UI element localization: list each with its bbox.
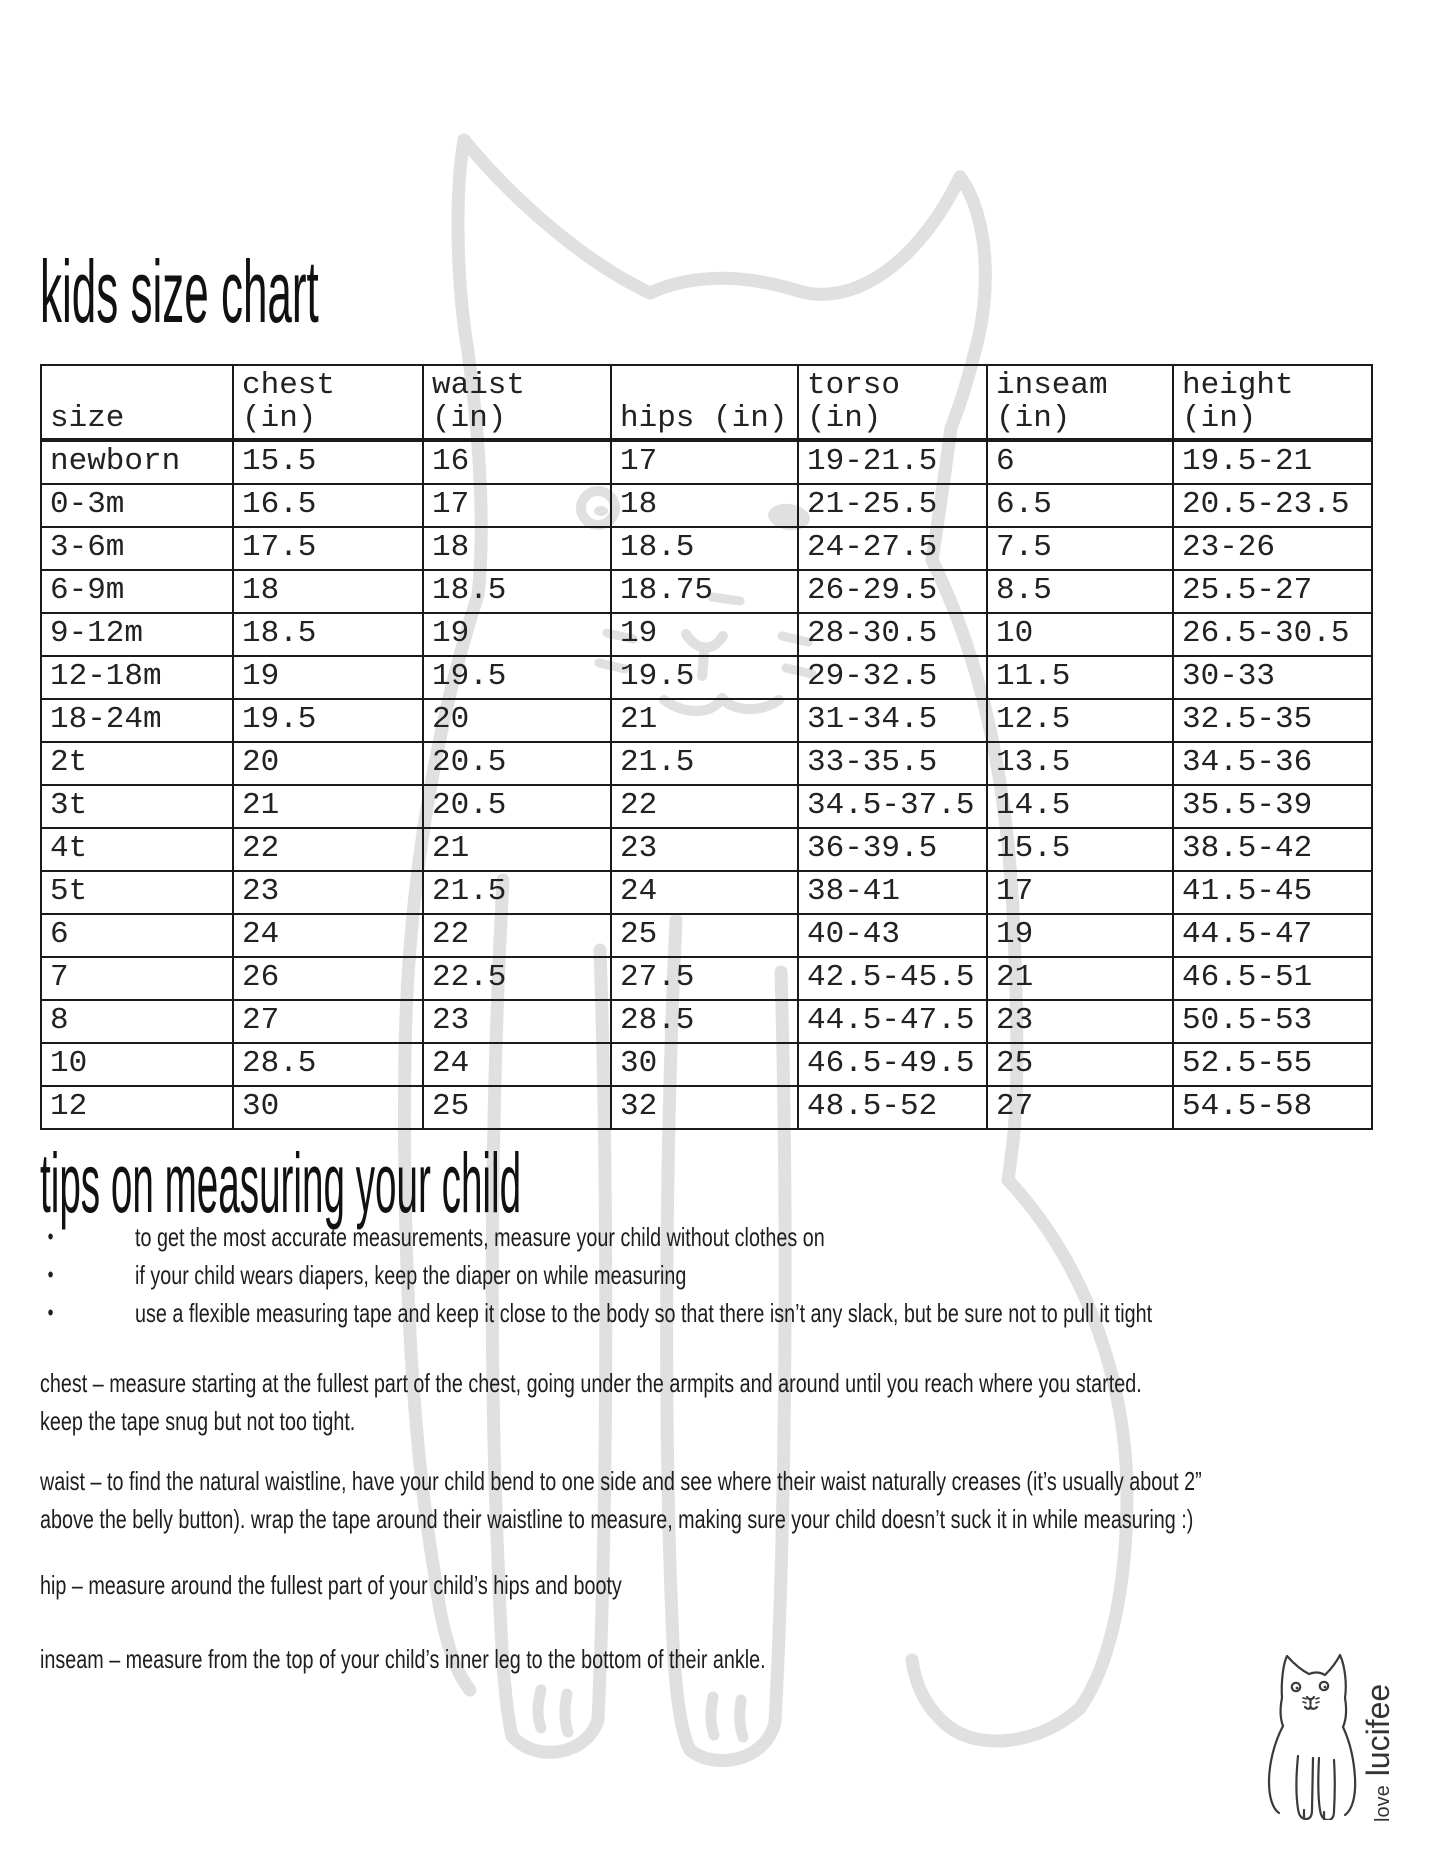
table-cell: 20 bbox=[233, 742, 423, 785]
tip-bullet-text: to get the most accurate measurements, measure your child without clothes on bbox=[135, 1222, 825, 1252]
table-cell: 30 bbox=[611, 1043, 798, 1086]
column-header-line1: height bbox=[1182, 368, 1294, 403]
table-cell: 19.5 bbox=[611, 656, 798, 699]
instruction-line: above the belly button). wrap the tape around their waistline to measure, making sure your child doesn’t suck it in while measuring :) bbox=[40, 1504, 1194, 1534]
table-row bbox=[41, 1000, 1372, 1043]
column-header-line2: (in) bbox=[996, 401, 1071, 436]
table-row bbox=[41, 914, 1372, 957]
tip-bullet-item bbox=[40, 1294, 1152, 1332]
size-table-body bbox=[41, 440, 1372, 1129]
brand-word-love: love bbox=[1372, 1785, 1394, 1822]
table-cell: 35.5-39 bbox=[1173, 785, 1372, 828]
logo-cat-icon bbox=[1262, 1648, 1358, 1820]
table-cell: 28-30.5 bbox=[798, 613, 987, 656]
table-cell: 2t bbox=[41, 742, 233, 785]
table-cell: 23 bbox=[233, 871, 423, 914]
table-cell: 22 bbox=[423, 914, 611, 957]
instruction-line: waist – to find the natural waistline, have your child bend to one side and see where their waist naturally creases (it’s usually about 2” bbox=[40, 1466, 1202, 1496]
table-cell: 27.5 bbox=[611, 957, 798, 1000]
table-cell: 16.5 bbox=[233, 484, 423, 527]
table-cell: 26.5-30.5 bbox=[1173, 613, 1372, 656]
tip-bullet-item bbox=[40, 1256, 1152, 1294]
table-cell: 9-12m bbox=[41, 613, 233, 656]
column-header-line2: (in) bbox=[1182, 401, 1257, 436]
tip-bullet-text: use a flexible measuring tape and keep it close to the body so that there isn’t any slack, but be sure not to pull it tight bbox=[135, 1298, 1153, 1328]
table-cell: 17.5 bbox=[233, 527, 423, 570]
table-cell: 33-35.5 bbox=[798, 742, 987, 785]
column-header-line1: chest bbox=[242, 368, 336, 403]
table-cell: 15.5 bbox=[233, 440, 423, 484]
table-header-row bbox=[41, 365, 1372, 440]
table-cell: 12 bbox=[41, 1086, 233, 1129]
table-cell: 10 bbox=[987, 613, 1173, 656]
table-row bbox=[41, 527, 1372, 570]
table-cell: 50.5-53 bbox=[1173, 1000, 1372, 1043]
table-cell: 22 bbox=[611, 785, 798, 828]
table-cell: 8.5 bbox=[987, 570, 1173, 613]
table-cell: 34.5-37.5 bbox=[798, 785, 987, 828]
table-cell: 22.5 bbox=[423, 957, 611, 1000]
column-header-height bbox=[1173, 365, 1372, 440]
table-cell: 10 bbox=[41, 1043, 233, 1086]
table-cell: 18 bbox=[233, 570, 423, 613]
instruction-line: hip – measure around the fullest part of your child’s hips and booty bbox=[40, 1570, 622, 1600]
instruction-line: keep the tape snug but not too tight. bbox=[40, 1406, 356, 1436]
tip-bullet-text: if your child wears diapers, keep the diaper on while measuring bbox=[135, 1260, 687, 1290]
table-cell: 20.5-23.5 bbox=[1173, 484, 1372, 527]
table-cell: 21.5 bbox=[423, 871, 611, 914]
table-cell: 18.5 bbox=[233, 613, 423, 656]
column-header-size bbox=[41, 365, 233, 440]
table-cell: 28.5 bbox=[611, 1000, 798, 1043]
table-cell: 32.5-35 bbox=[1173, 699, 1372, 742]
table-cell: 7 bbox=[41, 957, 233, 1000]
table-cell: 23 bbox=[423, 1000, 611, 1043]
column-header-line2: (in) bbox=[807, 401, 882, 436]
table-cell: 52.5-55 bbox=[1173, 1043, 1372, 1086]
table-row bbox=[41, 1043, 1372, 1086]
column-header-waist bbox=[423, 365, 611, 440]
tips-bullet-list bbox=[40, 1218, 1152, 1332]
table-row bbox=[41, 613, 1372, 656]
page-title: kids size chart bbox=[40, 242, 319, 341]
table-cell: 21 bbox=[423, 828, 611, 871]
table-cell: 46.5-49.5 bbox=[798, 1043, 987, 1086]
table-cell: 14.5 bbox=[987, 785, 1173, 828]
table-cell: 19.5 bbox=[233, 699, 423, 742]
column-header-line2: hips (in) bbox=[620, 401, 788, 436]
table-cell: 0-3m bbox=[41, 484, 233, 527]
table-cell: 4t bbox=[41, 828, 233, 871]
table-cell: 12.5 bbox=[987, 699, 1173, 742]
table-cell: 20.5 bbox=[423, 785, 611, 828]
table-cell: 29-32.5 bbox=[798, 656, 987, 699]
table-cell: 21.5 bbox=[611, 742, 798, 785]
column-header-line1 bbox=[50, 369, 228, 402]
table-cell: 18 bbox=[611, 484, 798, 527]
table-cell: 19 bbox=[987, 914, 1173, 957]
table-cell: 19 bbox=[233, 656, 423, 699]
table-row bbox=[41, 699, 1372, 742]
column-header-line1: torso bbox=[807, 368, 901, 403]
brand-word-lucifee: lucifee bbox=[1360, 1683, 1396, 1777]
column-header-line2: (in) bbox=[432, 401, 507, 436]
table-cell: newborn bbox=[41, 440, 233, 484]
table-cell: 19.5-21 bbox=[1173, 440, 1372, 484]
table-cell: 3-6m bbox=[41, 527, 233, 570]
table-cell: 41.5-45 bbox=[1173, 871, 1372, 914]
tip-bullet-item bbox=[40, 1218, 1152, 1256]
table-row bbox=[41, 742, 1372, 785]
table-cell: 44.5-47.5 bbox=[798, 1000, 987, 1043]
table-row bbox=[41, 1086, 1372, 1129]
brand-logo bbox=[1256, 1638, 1436, 1838]
column-header-line1: waist bbox=[432, 368, 526, 403]
column-header-line2: size bbox=[50, 401, 125, 436]
table-cell: 18.5 bbox=[611, 527, 798, 570]
table-cell: 11.5 bbox=[987, 656, 1173, 699]
column-header-hips bbox=[611, 365, 798, 440]
table-cell: 6 bbox=[41, 914, 233, 957]
table-cell: 26 bbox=[233, 957, 423, 1000]
table-cell: 24 bbox=[611, 871, 798, 914]
table-cell: 20.5 bbox=[423, 742, 611, 785]
table-cell: 23 bbox=[611, 828, 798, 871]
table-cell: 13.5 bbox=[987, 742, 1173, 785]
table-cell: 24-27.5 bbox=[798, 527, 987, 570]
table-cell: 7.5 bbox=[987, 527, 1173, 570]
table-cell: 48.5-52 bbox=[798, 1086, 987, 1129]
table-cell: 23-26 bbox=[1173, 527, 1372, 570]
measuring-instruction-chest bbox=[40, 1364, 1202, 1440]
table-row bbox=[41, 570, 1372, 613]
table-cell: 6.5 bbox=[987, 484, 1173, 527]
table-cell: 26-29.5 bbox=[798, 570, 987, 613]
table-cell: 30-33 bbox=[1173, 656, 1372, 699]
table-cell: 24 bbox=[423, 1043, 611, 1086]
table-cell: 16 bbox=[423, 440, 611, 484]
table-cell: 34.5-36 bbox=[1173, 742, 1372, 785]
table-cell: 18-24m bbox=[41, 699, 233, 742]
table-cell: 30 bbox=[233, 1086, 423, 1129]
table-cell: 19-21.5 bbox=[798, 440, 987, 484]
measuring-instruction-waist bbox=[40, 1462, 1202, 1538]
table-cell: 15.5 bbox=[987, 828, 1173, 871]
table-cell: 40-43 bbox=[798, 914, 987, 957]
column-header-torso bbox=[798, 365, 987, 440]
measuring-instructions bbox=[40, 1364, 1202, 1678]
table-cell: 38-41 bbox=[798, 871, 987, 914]
bullet-dot-icon: • bbox=[47, 1300, 54, 1325]
column-header-line1 bbox=[620, 369, 793, 402]
table-row bbox=[41, 871, 1372, 914]
table-row bbox=[41, 785, 1372, 828]
table-cell: 38.5-42 bbox=[1173, 828, 1372, 871]
table-cell: 23 bbox=[987, 1000, 1173, 1043]
table-cell: 27 bbox=[987, 1086, 1173, 1129]
table-cell: 6 bbox=[987, 440, 1173, 484]
tips-heading: tips on measuring your child bbox=[40, 1136, 522, 1230]
size-table-head bbox=[41, 365, 1372, 440]
table-cell: 25 bbox=[423, 1086, 611, 1129]
table-cell: 19 bbox=[611, 613, 798, 656]
table-cell: 17 bbox=[987, 871, 1173, 914]
table-cell: 28.5 bbox=[233, 1043, 423, 1086]
table-cell: 25 bbox=[611, 914, 798, 957]
brand-name bbox=[1360, 1684, 1397, 1822]
table-cell: 22 bbox=[233, 828, 423, 871]
table-cell: 46.5-51 bbox=[1173, 957, 1372, 1000]
table-cell: 17 bbox=[423, 484, 611, 527]
table-cell: 32 bbox=[611, 1086, 798, 1129]
table-cell: 19 bbox=[423, 613, 611, 656]
table-cell: 25.5-27 bbox=[1173, 570, 1372, 613]
size-table bbox=[40, 364, 1373, 1130]
table-cell: 19.5 bbox=[423, 656, 611, 699]
bullet-dot-icon: • bbox=[47, 1262, 54, 1287]
table-cell: 27 bbox=[233, 1000, 423, 1043]
table-row bbox=[41, 957, 1372, 1000]
table-cell: 42.5-45.5 bbox=[798, 957, 987, 1000]
table-cell: 18.75 bbox=[611, 570, 798, 613]
measuring-instruction-inseam bbox=[40, 1640, 1202, 1678]
table-cell: 6-9m bbox=[41, 570, 233, 613]
table-cell: 20 bbox=[423, 699, 611, 742]
table-cell: 25 bbox=[987, 1043, 1173, 1086]
bullet-dot-icon: • bbox=[47, 1224, 54, 1249]
table-cell: 36-39.5 bbox=[798, 828, 987, 871]
table-cell: 21 bbox=[233, 785, 423, 828]
table-row bbox=[41, 656, 1372, 699]
table-cell: 18.5 bbox=[423, 570, 611, 613]
column-header-inseam bbox=[987, 365, 1173, 440]
table-row bbox=[41, 440, 1372, 484]
table-cell: 3t bbox=[41, 785, 233, 828]
table-cell: 17 bbox=[611, 440, 798, 484]
table-cell: 31-34.5 bbox=[798, 699, 987, 742]
table-cell: 21 bbox=[611, 699, 798, 742]
table-cell: 21 bbox=[987, 957, 1173, 1000]
instruction-line: chest – measure starting at the fullest part of the chest, going under the armpits and around until you reach where you started. bbox=[40, 1368, 1142, 1398]
column-header-chest bbox=[233, 365, 423, 440]
table-cell: 12-18m bbox=[41, 656, 233, 699]
table-cell: 24 bbox=[233, 914, 423, 957]
measuring-instruction-hip bbox=[40, 1566, 1202, 1604]
table-cell: 18 bbox=[423, 527, 611, 570]
table-cell: 54.5-58 bbox=[1173, 1086, 1372, 1129]
instruction-line: inseam – measure from the top of your child’s inner leg to the bottom of their ankle. bbox=[40, 1644, 766, 1674]
column-header-line2: (in) bbox=[242, 401, 317, 436]
table-cell: 21-25.5 bbox=[798, 484, 987, 527]
table-row bbox=[41, 828, 1372, 871]
table-cell: 5t bbox=[41, 871, 233, 914]
table-cell: 8 bbox=[41, 1000, 233, 1043]
column-header-line1: inseam bbox=[996, 368, 1108, 403]
table-row bbox=[41, 484, 1372, 527]
table-cell: 44.5-47 bbox=[1173, 914, 1372, 957]
